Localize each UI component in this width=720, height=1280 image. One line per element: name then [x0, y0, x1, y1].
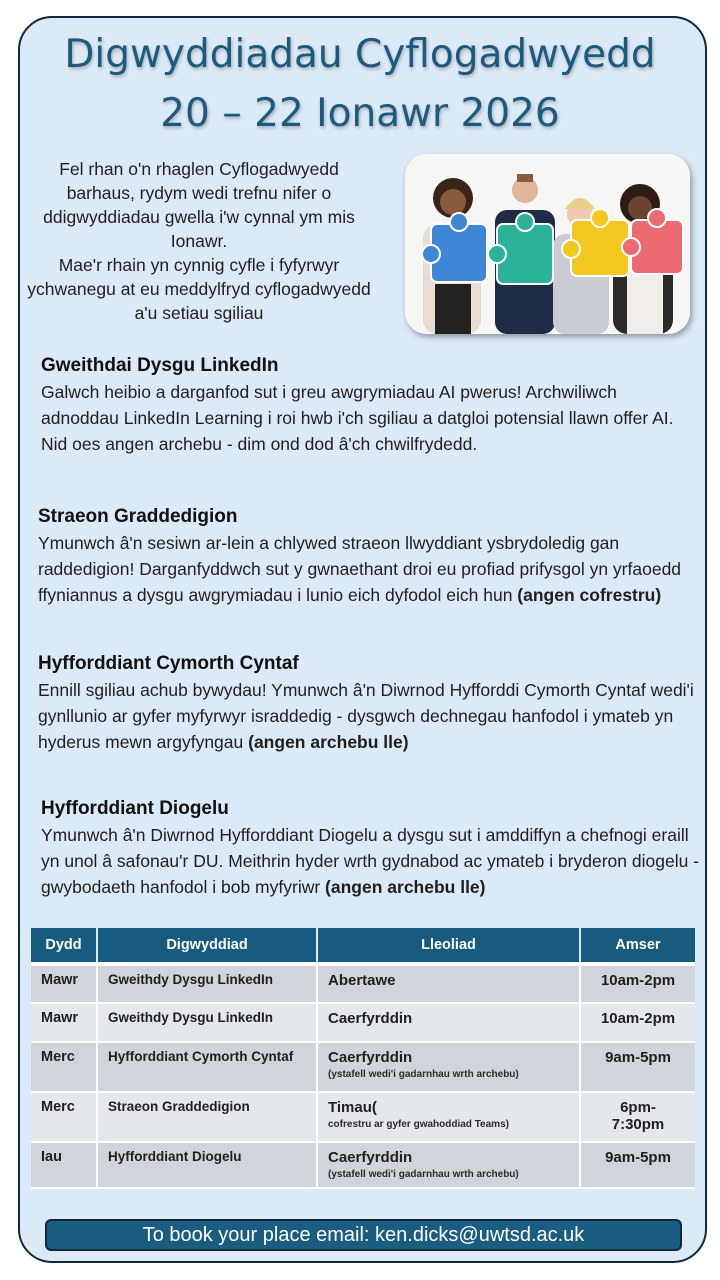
cell-location [317, 1092, 580, 1142]
schedule-table [31, 928, 695, 1189]
cell-location [317, 1042, 580, 1092]
cell-day: Merc [31, 1092, 97, 1142]
section-linkedin-workshops [41, 353, 691, 457]
booking-note: (angen archebu lle) [248, 732, 409, 752]
booking-email-banner[interactable]: To book your place email: ken.dicks@uwtsd.ac.uk [45, 1219, 682, 1251]
intro-text [26, 157, 372, 325]
location-name: Timau( [328, 1099, 377, 1116]
location-note: (ystafell wedi'i gadarnhau wrth archebu) [328, 1069, 519, 1080]
cell-event: Hyfforddiant Diogelu [97, 1142, 317, 1188]
table-row [31, 1003, 695, 1042]
cell-event: Gweithdy Dysgu LinkedIn [97, 964, 317, 1003]
section-body-text: Ymunwch â'n Diwrnod Hyfforddiant Diogelu a dysgu sut i amddiffyn a chefnogi eraill yn unol â safonau'r DU. Meithrin hyder wrth gydnabod ac ymateb i bryderon diogelu - gwybodaeth hanfodol i bob myfyriwr [41, 825, 700, 897]
cell-day: Mawr [31, 1003, 97, 1042]
section-heading: Hyfforddiant Cymorth Cyntaf [38, 653, 299, 674]
location-name: Caerfyrddin [328, 1010, 413, 1027]
section-first-aid-training [38, 651, 698, 755]
cell-time: 9am-5pm [580, 1042, 695, 1092]
section-body-text: Ennill sgiliau achub bywydau! Ymunwch â'n Diwrnod Hyfforddi Cymorth Cyntaf wedi'i gynllunio ar gyfer myfyrwyr israddedig - dysgwch dechnegau hanfodol i ymateb yn hyderus mewn argyfyngau [38, 680, 694, 752]
header-location: Lleoliad [317, 928, 580, 964]
photo-illustration [405, 154, 690, 334]
intro-paragraph-1: Fel rhan o'n rhaglen Cyflogadwyedd barhaus, rydym wedi trefnu nifer o ddigwyddiadau gwella i'w cynnal ym mis Ionawr. [43, 159, 355, 251]
page-title: Digwyddiadau Cyflogadwyedd [64, 32, 656, 77]
intro-paragraph-2: Mae'r rhain yn cynnig cyfle i fyfyrwyr ychwanegu at eu meddylfryd cyflogadwyedd a'u setiau sgiliau [27, 255, 371, 323]
cell-event: Straeon Graddedigion [97, 1092, 317, 1142]
cell-location [317, 964, 580, 1003]
cell-location [317, 1003, 580, 1042]
section-body [38, 530, 698, 608]
cell-day: Merc [31, 1042, 97, 1092]
table-row [31, 1092, 695, 1142]
section-heading: Straeon Graddedigion [38, 506, 238, 527]
section-body [41, 822, 701, 900]
cell-time: 6pm-7:30pm [580, 1092, 695, 1142]
header-event: Digwyddiad [97, 928, 317, 964]
header-time: Amser [580, 928, 695, 964]
section-heading: Hyfforddiant Diogelu [41, 798, 229, 819]
booking-note: (angen archebu lle) [325, 877, 486, 897]
section-safeguarding-training [41, 796, 701, 900]
cell-day: Iau [31, 1142, 97, 1188]
section-graduate-stories [38, 504, 698, 608]
location-name: Caerfyrddin [328, 1049, 413, 1066]
cell-time: 10am-2pm [580, 964, 695, 1003]
section-body-text: Galwch heibio a darganfod sut i greu awgrymiadau AI pwerus! Archwiliwch adnoddau LinkedIn Learning i roi hwb i'ch sgiliau a datgloi potensial llawn offer AI. Nid oes angen archebu - dim ond dod â'ch chwilfrydedd. [41, 382, 674, 454]
location-note: (ystafell wedi'i gadarnhau wrth archebu) [328, 1169, 519, 1180]
section-body [38, 677, 698, 755]
cell-time: 10am-2pm [580, 1003, 695, 1042]
puzzle-people-photo [405, 154, 690, 334]
registration-note: (angen cofrestru) [517, 585, 662, 605]
cell-event: Hyfforddiant Cymorth Cyntaf [97, 1042, 317, 1092]
table-row [31, 1142, 695, 1188]
cell-location [317, 1142, 580, 1188]
section-body-text: Ymunwch â'n sesiwn ar-lein a chlywed straeon llwyddiant ysbrydoledig gan raddedigion! Darganfyddwch sut y gwnaethant droi eu profiad prifysgol yn yrfaoedd ffyniannus a dysgu awgrymiadau i lunio eich dyfodol eich hun [38, 533, 682, 605]
header-day: Dydd [31, 928, 97, 964]
cell-time: 9am-5pm [580, 1142, 695, 1188]
table-header-row [31, 928, 695, 964]
table-row [31, 964, 695, 1003]
location-note: cofrestru ar gyfer gwahoddiad Teams) [328, 1119, 509, 1130]
cell-event: Gweithdy Dysgu LinkedIn [97, 1003, 317, 1042]
section-body [41, 379, 691, 457]
cell-day: Mawr [31, 964, 97, 1003]
location-name: Caerfyrddin [328, 1149, 413, 1166]
page-subtitle-dates: 20 – 22 Ionawr 2026 [160, 91, 560, 136]
location-name: Abertawe [328, 972, 396, 989]
table-row [31, 1042, 695, 1092]
section-heading: Gweithdai Dysgu LinkedIn [41, 355, 279, 376]
